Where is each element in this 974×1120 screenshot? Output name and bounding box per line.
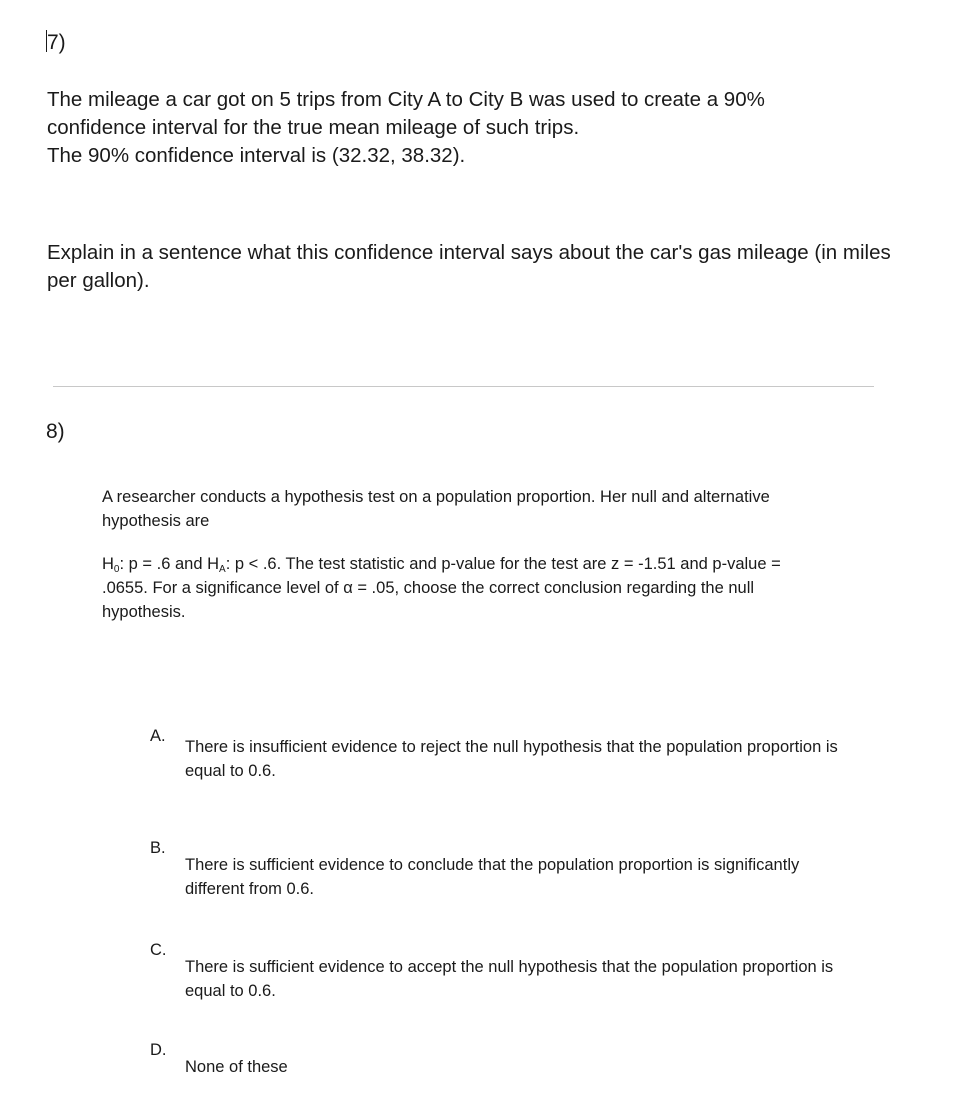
question-7-line-3: The 90% confidence interval is (32.32, 38.32). <box>47 144 466 167</box>
question-7-number: 7) <box>47 31 66 54</box>
question-8-hypotheses <box>102 552 802 624</box>
question-7-text <box>47 86 847 170</box>
question-7-prompt: Explain in a sentence what this confidence interval says about the car's gas mileage (in miles per gallon). <box>47 241 891 292</box>
h0-subscript: 0 <box>113 564 120 575</box>
choice-a-letter[interactable]: A. <box>150 727 166 745</box>
h0-statement: : p = .6 and <box>119 555 208 573</box>
choice-b-text[interactable]: There is sufficient evidence to conclude that the population proportion is significantly different from 0.6. <box>185 856 800 898</box>
ha-letter: H <box>207 555 220 573</box>
question-8-intro: A researcher conducts a hypothesis test on a population proportion. Her null and alternative hypothesis are <box>102 488 770 530</box>
question-divider <box>53 386 874 387</box>
question-7-line-2: confidence interval for the true mean mileage of such trips. <box>47 116 580 139</box>
question-8-stem <box>102 485 802 624</box>
ha-subscript: A <box>219 564 226 575</box>
question-7-line-1: The mileage a car got on 5 trips from City A to City B was used to create a 90% <box>47 88 765 111</box>
choice-a-text[interactable]: There is insufficient evidence to reject the null hypothesis that the population proportion is equal to 0.6. <box>185 738 838 780</box>
h0-letter: H <box>102 555 114 573</box>
choice-c-text[interactable]: There is sufficient evidence to accept the null hypothesis that the population proportion is equal to 0.6. <box>185 958 834 1000</box>
question-8-number: 8) <box>46 420 65 443</box>
ha-statement: : p < .6. The test statistic and p-value for the test are z = -1.51 and p-value = .0655. For a significance level of α = .05, choose the correct conclusion regarding the null hypothesis. <box>102 555 781 621</box>
choice-c-letter[interactable]: C. <box>150 941 167 959</box>
choice-d-text[interactable]: None of these <box>185 1058 288 1076</box>
choice-b-letter[interactable]: B. <box>150 839 166 857</box>
choice-d-letter[interactable]: D. <box>150 1041 167 1059</box>
